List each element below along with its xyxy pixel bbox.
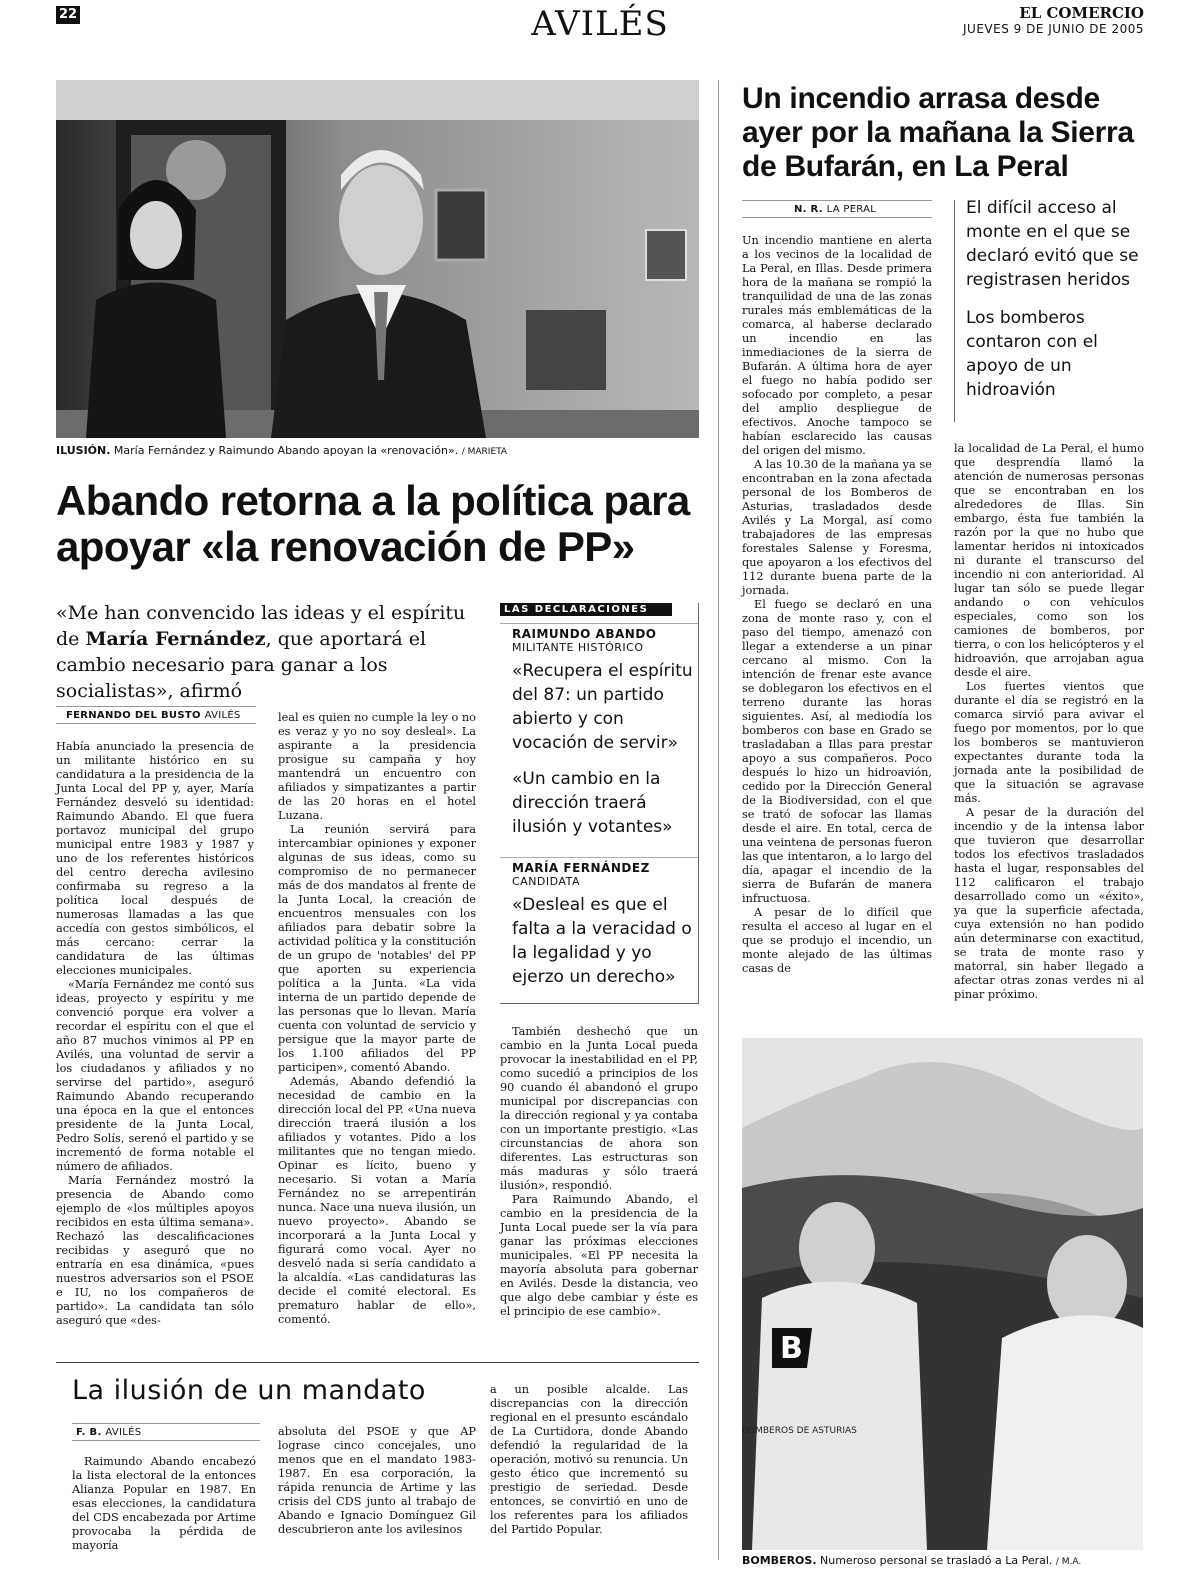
- fire-headline: Un incendio arrasa desde ayer por la mañana la Sierra de Bufarán, en La Peral: [742, 82, 1134, 183]
- main-photo-illustration: [56, 80, 699, 438]
- main-headline: Abando retorna a la política para apoyar «la renovación de PP»: [56, 477, 690, 570]
- paragraph: a un posible alcalde. Las discrepancias con la dirección regional en el presunto escándalo de La Curtidora, donde Abando defendió la regularidad de la operación, motivó su renuncia. Un gesto ético que incrementó su prestigio de seriedad. Desde entonces, se convirtió en uno de los referentes para los afiliados del Partido Popular.: [490, 1383, 688, 1536]
- mandate-byline: [72, 1423, 260, 1441]
- paragraph: Había anunciado la presencia de un militante histórico en su candidatura a la presidencia de la Junta Local del PP y, ayer, María Fernández desveló su identidad: Raimundo Abando. El que fuera portavoz municipal del grupo municipal entre 1983 y 1987 y uno de los referentes históricos del centro derecha avilesino confirmaba su regreso a la política local después de numerosas llamadas a las que accedía con gestos simbólicos, el más cercano: cerrar la candidatura de las últimas elecciones municipales.: [56, 740, 254, 977]
- paragraph: Un incendio mantiene en alerta a los vecinos de la localidad de La Peral, en Illas. Desde primera hora de la mañana se rompió la tranquilidad de una de las zonas rurales más emblemáticas de la comarca, al haberse declarado un incendio en las inmediaciones de la sierra de Bufarán. A última hora de ayer el fuego no había podido ser sofocado por completo, a pesar del amplio despliegue de efectivos. Anoche tampoco se habían esclarecido las causas del origen del mismo.: [742, 234, 932, 457]
- declaration-quote: «Desleal es que el falta a la veracidad o la legalidad y yo ejerzo un derecho»: [512, 895, 692, 987]
- paragraph: «María Fernández me contó sus ideas, proyecto y espíritu y me convenció porque era volver a recordar el espíritu con el que el año 87 muchos vinimos al PP en Avilés, una voluntad de servir a los ciudadanos y afiliados y no servirse del partido», aseguró Raimundo Abando recuperando una época en la que el entonces presidente de la Junta Local, Pedro Solís, serenó el partido y se incrementó de forma notable el número de afiliados.: [56, 978, 254, 1173]
- mandate-title: La ilusión de un mandato: [72, 1375, 426, 1406]
- paragraph: El fuego se declaró en una zona de monte raso y, con el paso del tiempo, amenazó con llegar a extenderse a un pinar cercano al mismo. Con la intención de frenar este avance se doblegaron los efectivos en el terreno durante las horas siguientes. Así, al mediodía los bomberos con base en Grado se trasladaban a Illas para prestar apoyo a sus compañeros. Poco después lo hizo un hidroavión, cedido por la Dirección General de la Biodiversidad, con el que se trató de sofocar las llamas desde el aire. En total, cerca de una veintena de personas fueron las que intentaron, a lo largo del día, apagar el incendio de la sierra de Bufarán de manera infructuosa.: [742, 598, 932, 905]
- column-divider: [718, 80, 719, 1560]
- svg-text:B: B: [780, 1331, 803, 1366]
- fire-col-1: [742, 234, 932, 976]
- photo-credit: / M.A.: [1055, 1557, 1082, 1567]
- mandate-col-2: [278, 1425, 476, 1537]
- main-photo-caption: [56, 444, 699, 457]
- firefighters-photo-caption: [742, 1554, 1143, 1567]
- deck-rule: [954, 200, 955, 422]
- declaration-quote: «Un cambio en la dirección traerá ilusión y votantes»: [512, 769, 673, 837]
- fire-deck-2: Los bomberos contaron con el apoyo de un hidroavión: [966, 308, 1098, 400]
- declarant-name: RAIMUNDO ABANDO: [512, 627, 657, 641]
- declarant-role: MILITANTE HISTÓRICO: [512, 641, 644, 654]
- fire-deck-1: El difícil acceso al monte en el que se declaró evitó que se registrasen heridos: [966, 198, 1139, 290]
- declarant-name: MARÍA FERNÁNDEZ: [512, 861, 650, 875]
- declarations-tag: LAS DECLARACIONES: [500, 603, 672, 616]
- paragraph: la localidad de La Peral, el humo que desprendía llamó la atención de numerosas personas que se encontraban en los alrededores de Illas. Sin embargo, ésta fue también la razón por la que no hubo que lamentar heridos ni intoxicados ni durante el transcurso del incendio ni con anterioridad. Al lugar tan sólo se puede llegar andando o con vehículos especiales, como son los camiones de bomberos, por tierra, o con los helicópteros y el hidroavión, que arrojaban agua desde el aire.: [954, 442, 1144, 679]
- paragraph: También deshechó que un cambio en la Junta Local pueda provocar la inestabilidad en el PP, como sucedió a principios de los 90 cuando él abandonó el grupo municipal por discrepancias con la dirección regional y ya contaba con un importante prestigio. «Las circunstancias de ahora son diferentes. Las estructuras son más maduras y sólo traerá ilusión», respondió.: [500, 1025, 698, 1192]
- byline-place: LA PERAL: [826, 204, 877, 215]
- section-title: AVILÉS: [531, 4, 669, 44]
- photo-credit: / MARIETA: [461, 447, 508, 457]
- main-col-1: [56, 740, 254, 1328]
- paragraph: Los fuertes vientos que durante el día se registró en la comarca sirvió para avivar el fuego por momentos, por lo que los bomberos se mantuvieron expectantes durante toda la jornada ante la posibilidad de que la situación se agravase más.: [954, 680, 1144, 805]
- caption-label: BOMBEROS.: [742, 1554, 817, 1567]
- byline-place: AVILÉS: [105, 1427, 142, 1438]
- shirt-text: BOMBEROS DE ASTURIAS: [742, 1426, 857, 1436]
- paragraph: A las 10.30 de la mañana ya se encontraban en la zona afectada personal de los Bomberos de Asturias, trasladados desde Avilés y La Morgal, así como trabajadores de las empresas forestales Salense y Foresma, que apoyaron a los efectivos del 112 durante buena parte de la jornada.: [742, 458, 932, 597]
- main-deck: [56, 600, 476, 704]
- mandate-col-3: [490, 1383, 688, 1537]
- paragraph: Raimundo Abando encabezó la lista electoral de la entonces Alianza Popular en 1987. En esas elecciones, la candidatura del CDS encabezada por Artime provocaba la pérdida de mayoría: [72, 1455, 256, 1552]
- paragraph: leal es quien no cumple la ley o no es veraz y yo no soy desleal». La aspirante a la presidencia prosigue su campaña y hoy mantendrá un encuentro con afiliados y simpatizantes a partir de las 20 horas en el hotel Luzana.: [278, 711, 476, 822]
- byline-place: AVILÉS: [204, 710, 241, 721]
- main-col-3: [500, 1025, 698, 1319]
- main-byline: [56, 706, 256, 724]
- main-col-2: [278, 711, 476, 1327]
- deck-part2: , que aportará el cambio necesario para ganar a los socialistas», afirmó: [56, 628, 427, 702]
- firefighters-photo-illustration: [742, 1038, 1143, 1550]
- paragraph: A pesar de lo difícil que resulta el acceso al lugar en el que se produjo el incendio, un monte alejado de las últimas casas de: [742, 906, 932, 975]
- caption-text: Numeroso personal se trasladó a La Peral.: [820, 1554, 1053, 1567]
- caption-text: María Fernández y Raimundo Abando apoyan la «renovación».: [113, 444, 459, 457]
- declarant-role: CANDIDATA: [512, 875, 580, 888]
- newspaper-name: EL COMERCIO: [1019, 4, 1144, 22]
- paragraph: María Fernández mostró la presencia de Abando como ejemplo de «los múltiples apoyos recibidos en esta última semana». Rechazó las descalificaciones recibidas y aseguró que no entraría en esa dinámica, «pues nuestros adversarios son el PSOE e IU, no los compañeros de partido». La candidata tan sólo aseguró que «des-: [56, 1174, 254, 1327]
- deck-bold: María Fernández: [85, 628, 266, 650]
- byline-name: FERNANDO DEL BUSTO: [66, 710, 201, 721]
- issue-date: JUEVES 9 DE JUNIO DE 2005: [963, 22, 1144, 36]
- paragraph: absoluta del PSOE y que AP lograse cinco concejales, uno menos que en el mandato 1983-1987. En esa corporación, la rápida renuncia de Artime y las crisis del CDS junto al trabajo de Abando e Ignacio Domínguez Gil descubrieron ante los avilesinos: [278, 1425, 476, 1536]
- declarations-box: [500, 603, 699, 1004]
- byline-name: F. B.: [76, 1427, 102, 1438]
- paragraph: La reunión servirá para intercambiar opiniones y exponer algunas de sus ideas, como su compromiso de no permanecer más de dos mandatos al frente de la Junta Local, la creación de encuentros mensuales con los afiliados para debatir sobre la actividad política y la constitución de un grupo de 'notables' del PP que aporten su experiencia política a la Junta. «La vida interna de un partido depende de las personas que lo llevan. María cuenta con voluntad de servicio y persigue que la mayor parte de los 1.100 afiliados del PP participen», comentó Abando.: [278, 823, 476, 1074]
- paragraph: Para Raimundo Abando, el cambio en la presidencia de la Junta Local puede ser la vía para ganar las próximas elecciones municipales. «El PP necesita la mayoría absoluta para gobernar en Avilés. Desde la distancia, veo que algo debe cambiar y éste es el principio de ese cambio».: [500, 1193, 698, 1318]
- page-number: 22: [56, 6, 80, 24]
- mandate-col-1: [72, 1455, 256, 1553]
- firefighters-photo: [742, 1038, 1143, 1550]
- paragraph: Además, Abando defendió la necesidad de cambio en la dirección local del PP. «Una nueva dirección traerá ilusión a los afiliados y votantes. Pido a los militantes que no tengan miedo. Opinar es lícito, bueno y necesario. Si votan a María Fernández no se arrepentirán nunca. Nace una nueva ilusión, un nuevo proyecto». Abando se incorporará a la Junta Local y figurará como vocal. Ayer no desveló nada si sería candidato a la alcaldía. «Las candidaturas las decide el comité electoral. Es prematuro hablar de ello», comentó.: [278, 1075, 476, 1326]
- fire-byline: [742, 200, 932, 218]
- paragraph: A pesar de la duración del incendio y de la intensa labor que tuvieron que desarrollar todos los efectivos trasladados hasta el lugar, responsables del 112 calificaron el trabajo desarrollado como un «éxito», ya que la superficie afectada, cuya extensión no han podido aún determinarse con exactitud, se trata de monte raso y matorral, sin haber llegado a afectar otras zonas verdes ni al pinar próximo.: [954, 806, 1144, 1001]
- mandate-box: [56, 1362, 699, 1561]
- declaration-quote: «Recupera el espíritu del 87: un partido abierto y con vocación de servir»: [512, 661, 693, 753]
- deck-part1: «Me han convencido las ideas y el espíritu de: [56, 602, 466, 650]
- byline-name: N. R.: [794, 204, 823, 215]
- main-photo: [56, 80, 699, 438]
- fire-col-2: [954, 442, 1144, 1002]
- caption-label: ILUSIÓN.: [56, 444, 111, 457]
